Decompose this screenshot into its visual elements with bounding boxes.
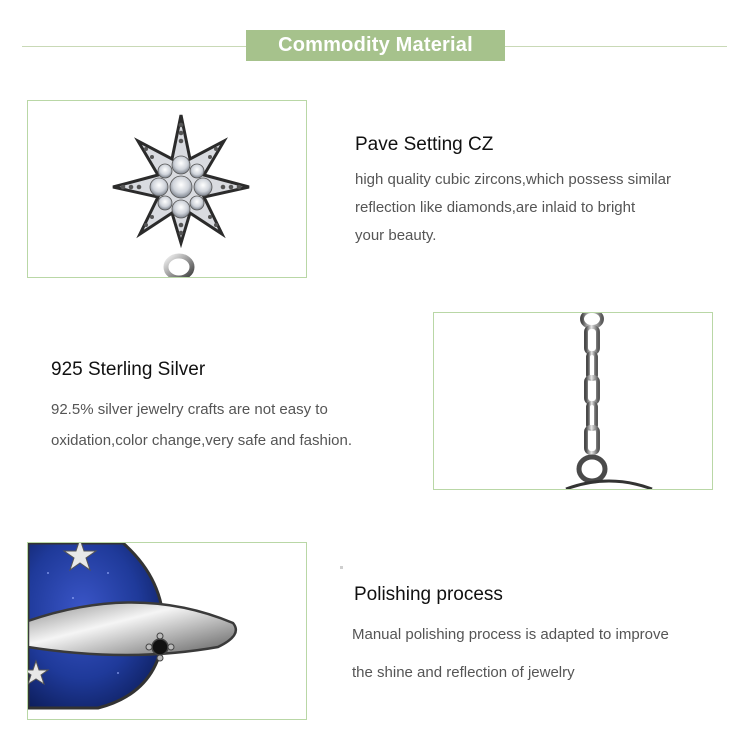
feature-desc-pave: [355, 166, 725, 250]
star-charm-image: [27, 100, 307, 278]
feature-desc-silver: [51, 394, 421, 456]
planet-charm-illustration: [28, 543, 306, 719]
feature-title-pave: Pave Setting CZ: [355, 134, 494, 155]
chain-image: [433, 312, 713, 490]
planet-charm-image: [27, 542, 307, 720]
header-divider-right: [505, 46, 727, 47]
header-divider-left: [22, 46, 246, 47]
section-title: Commodity Material: [278, 34, 473, 56]
feature-desc-line: the shine and reflection of jewelry: [352, 664, 575, 681]
feature-desc-line: your beauty.: [355, 227, 437, 244]
feature-desc-line: reflection like diamonds,are inlaid to bright: [355, 199, 636, 216]
jump-ring: [166, 256, 192, 277]
feature-title-polishing: Polishing process: [354, 584, 503, 605]
chain-links: [582, 313, 602, 453]
feature-desc-line: 92.5% silver jewelry crafts are not easy to: [51, 401, 328, 418]
feature-desc-line: oxidation,color change,very safe and fashion.: [51, 432, 353, 449]
chain-end-ring: [579, 457, 605, 481]
section-title-badge: [246, 30, 505, 61]
feature-desc-polishing: [352, 616, 732, 692]
star-charm-illustration: [28, 101, 306, 277]
pendant-edge: [566, 481, 652, 489]
chain-illustration: [434, 313, 712, 489]
feature-title-silver: 925 Sterling Silver: [51, 359, 206, 380]
decorative-dot: [340, 566, 343, 569]
feature-desc-line: Manual polishing process is adapted to improve: [352, 626, 669, 643]
feature-desc-line: high quality cubic zircons,which possess similar: [355, 171, 671, 188]
